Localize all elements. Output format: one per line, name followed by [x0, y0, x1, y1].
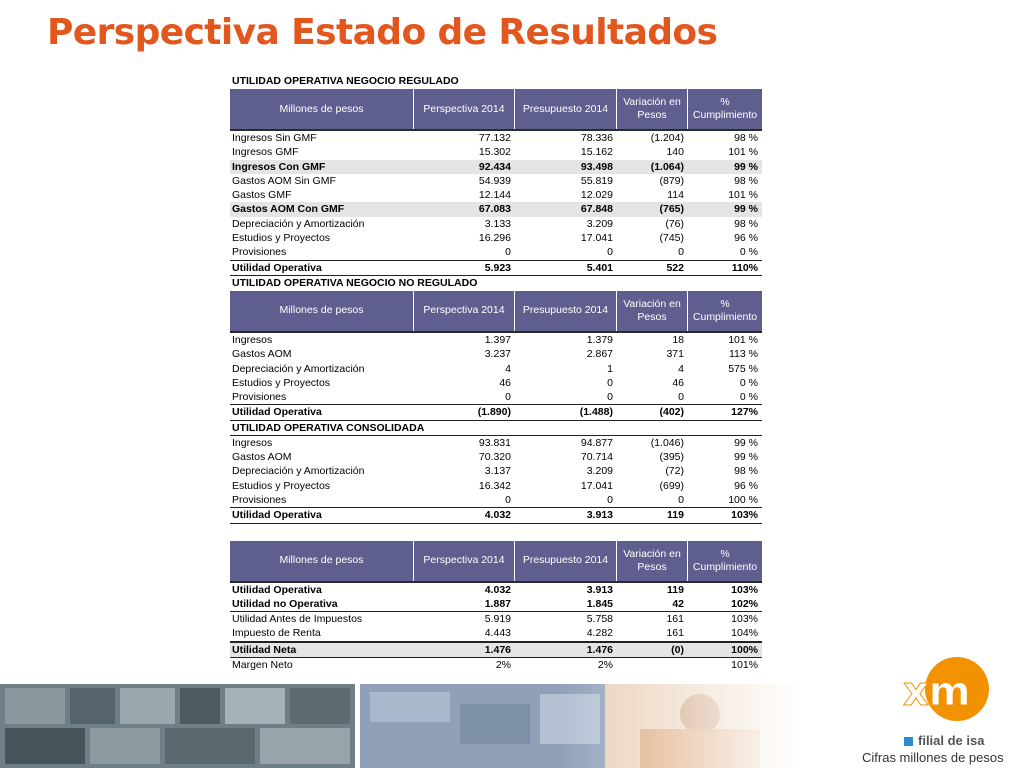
table-cell: 99 % — [734, 160, 758, 173]
row-label: Gastos AOM — [232, 348, 292, 361]
table-cell: 4.282 — [586, 627, 613, 640]
table-cell: 42 — [672, 597, 684, 610]
page-title: Perspectiva Estado de Resultados — [47, 12, 718, 53]
table-cell: (765) — [659, 203, 684, 216]
square-icon — [904, 737, 913, 746]
table-cell: 0 — [678, 246, 684, 259]
table-cell: 98 % — [734, 217, 758, 230]
table-cell: 1.476 — [586, 643, 613, 656]
table-row — [230, 347, 762, 361]
table-cell: 78.336 — [580, 132, 613, 144]
table-cell: 98 % — [734, 132, 758, 144]
table-cell: 0 % — [739, 391, 758, 404]
table-cell: 67.848 — [580, 203, 613, 216]
xm-logo — [897, 655, 992, 730]
table-cell: 0 — [607, 493, 613, 506]
table-cell: 3.913 — [586, 509, 613, 522]
row-label: Utilidad Neta — [232, 643, 297, 656]
table-row — [230, 597, 762, 612]
logo-text: xm — [903, 669, 971, 715]
table-cell: (72) — [665, 465, 684, 478]
table-cell: 0 — [607, 376, 613, 389]
table-header — [230, 88, 762, 131]
table-cell: 3.209 — [586, 217, 613, 230]
row-label: Provisiones — [232, 246, 287, 259]
table-cell: 77.132 — [478, 132, 511, 144]
table-cell: 4.032 — [484, 583, 511, 596]
table-cell: 3.209 — [586, 465, 613, 478]
row-label: Utilidad Operativa — [232, 261, 322, 274]
col-header: Presupuesto 2014 — [515, 541, 617, 581]
table-cell: (402) — [659, 406, 684, 419]
col-header: Variación en Pesos — [617, 89, 688, 129]
section-title: UTILIDAD OPERATIVA NEGOCIO REGULADO — [232, 75, 459, 87]
col-header: Variación en Pesos — [617, 291, 688, 331]
table-cell: 5.401 — [586, 261, 613, 274]
table-row — [230, 436, 762, 450]
table-cell: 46 — [499, 376, 511, 389]
table-cell: 102% — [731, 597, 758, 610]
footnote: Cifras millones de pesos — [862, 750, 1004, 765]
table-cell: 1 — [607, 362, 613, 375]
col-header: % Cumplimiento — [692, 297, 758, 323]
col-header: % Cumplimiento — [692, 96, 758, 121]
table-cell: 0 — [678, 391, 684, 404]
table-cell: 16.342 — [478, 479, 511, 492]
table-cell: 70.320 — [478, 451, 511, 464]
table-cell: 98 % — [734, 174, 758, 187]
table-row — [230, 160, 762, 174]
table-row — [230, 626, 762, 641]
table-cell: 0 — [678, 493, 684, 506]
table-row — [230, 376, 762, 390]
row-label: Depreciación y Amortización — [232, 465, 365, 478]
table-cell: 103% — [731, 613, 758, 626]
table-cell: 0 % — [739, 376, 758, 389]
table-cell: 1.845 — [586, 597, 613, 610]
table-cell: 113 % — [729, 348, 758, 361]
table-cell: 17.041 — [580, 479, 613, 492]
row-label: Provisiones — [232, 391, 287, 404]
table-cell: 5.919 — [484, 613, 511, 626]
table-cell: 119 — [667, 583, 684, 596]
table-cell: (699) — [659, 479, 684, 492]
table-cell: 3.237 — [484, 348, 511, 361]
table-cell: 100% — [731, 643, 758, 656]
table-cell: 70.714 — [580, 451, 613, 464]
table-cell: 15.302 — [478, 146, 511, 159]
row-label: Estudios y Proyectos — [232, 232, 331, 245]
table-cell: 2% — [495, 659, 511, 672]
filial-text: filial de isa — [918, 733, 985, 748]
row-label: Utilidad no Operativa — [232, 597, 338, 610]
row-label: Estudios y Proyectos — [232, 376, 331, 389]
table-cell: 371 — [666, 348, 684, 361]
table-cell: 92.434 — [478, 160, 511, 173]
table-cell: 0 — [505, 493, 511, 506]
table-row — [230, 362, 762, 376]
col-header: Millones de pesos — [230, 89, 414, 129]
col-header: Presupuesto 2014 — [515, 291, 617, 331]
table-cell: 1.397 — [484, 333, 511, 346]
row-label: Depreciación y Amortización — [232, 217, 365, 230]
table-cell: 0 — [505, 246, 511, 259]
table-cell: 5.923 — [484, 261, 511, 274]
table-cell: (1.064) — [650, 160, 684, 173]
table-cell: (1.890) — [477, 406, 511, 419]
table-cell: (0) — [671, 643, 684, 656]
col-header: % Cumplimiento — [692, 547, 758, 573]
table-cell: 1.476 — [484, 643, 511, 656]
table-cell: 55.819 — [580, 174, 613, 187]
row-label: Gastos AOM Con GMF — [232, 203, 345, 216]
photo-strip-image — [0, 684, 800, 768]
table-cell: 161 — [666, 627, 684, 640]
row-label: Impuesto de Renta — [232, 627, 321, 640]
table-row — [230, 188, 762, 202]
table-cell: 119 — [667, 509, 684, 522]
col-header: Millones de pesos — [230, 291, 414, 331]
table-row — [230, 464, 762, 478]
table-cell: 103% — [731, 509, 758, 522]
row-label: Gastos AOM Sin GMF — [232, 174, 336, 187]
row-label: Gastos GMF — [232, 189, 292, 202]
table-cell: 93.831 — [478, 436, 511, 449]
table-cell: 1.379 — [586, 333, 613, 346]
row-label: Ingresos Sin GMF — [232, 132, 317, 144]
table-cell: 12.029 — [580, 189, 613, 202]
table-cell: 17.041 — [580, 232, 613, 245]
table-cell: 99 % — [734, 451, 758, 464]
table-cell: 99 % — [734, 436, 758, 449]
table-cell: 16.296 — [478, 232, 511, 245]
table-cell: 101 % — [728, 189, 758, 202]
col-header: Perspectiva 2014 — [414, 291, 515, 331]
row-label: Gastos AOM — [232, 451, 292, 464]
col-header: Perspectiva 2014 — [414, 541, 515, 581]
section-title: UTILIDAD OPERATIVA CONSOLIDADA — [230, 421, 762, 436]
table-header — [230, 290, 762, 333]
table-cell: 4.443 — [484, 627, 511, 640]
table-cell: 5.758 — [586, 613, 613, 626]
table-cell: (745) — [659, 232, 684, 245]
table-cell: 127% — [731, 406, 758, 419]
col-header: Millones de pesos — [230, 541, 414, 581]
table-cell: 54.939 — [478, 174, 511, 187]
row-label: Ingresos Con GMF — [232, 160, 326, 173]
table-cell: 522 — [666, 261, 684, 274]
table-cell: (76) — [665, 217, 684, 230]
table-row — [230, 174, 762, 188]
row-label: Utilidad Operativa — [232, 406, 322, 419]
table-row — [230, 217, 762, 231]
table-row — [230, 642, 762, 658]
table-cell: 96 % — [734, 479, 758, 492]
row-label: Estudios y Proyectos — [232, 479, 331, 492]
table-cell: 12.144 — [478, 189, 511, 202]
table-row — [230, 260, 762, 276]
table-cell: 114 — [667, 189, 684, 202]
table-cell: 0 — [505, 391, 511, 404]
table-cell: (1.046) — [650, 436, 684, 449]
table-cell: (1.488) — [579, 406, 613, 419]
table-row — [230, 333, 762, 347]
table-cell: 161 — [666, 613, 684, 626]
table-cell: 4 — [505, 362, 511, 375]
filial-label — [904, 733, 984, 748]
table-cell: 4.032 — [484, 509, 511, 522]
table-cell: 67.083 — [478, 203, 511, 216]
table-cell: 1.887 — [484, 597, 511, 610]
table-cell: (1.204) — [650, 132, 684, 144]
table-cell: 3.137 — [484, 465, 511, 478]
results-sheet — [230, 74, 762, 672]
section-title: UTILIDAD OPERATIVA NEGOCIO NO REGULADO — [232, 276, 478, 289]
table-row — [230, 390, 762, 404]
table-cell: 96 % — [734, 232, 758, 245]
table-cell: 2.867 — [586, 348, 613, 361]
table-row — [230, 450, 762, 464]
table-row — [230, 404, 762, 420]
table-row — [230, 245, 762, 259]
table-row — [230, 131, 762, 145]
table-cell: 99 % — [734, 203, 758, 216]
table-row — [230, 493, 762, 507]
row-label: Utilidad Antes de Impuestos — [232, 613, 363, 626]
col-header: Perspectiva 2014 — [414, 89, 515, 129]
table-row — [230, 231, 762, 245]
table-cell: 100 % — [728, 493, 758, 506]
table-row — [230, 507, 762, 523]
table-cell: 110% — [731, 261, 758, 274]
table-cell: 101% — [731, 659, 758, 672]
table-cell: 4 — [678, 362, 684, 375]
table-row — [230, 612, 762, 626]
table-cell: 2% — [597, 659, 613, 672]
table-cell — [617, 658, 688, 672]
table-row — [230, 583, 762, 597]
col-header: Variación en Pesos — [617, 541, 688, 581]
table-cell: 93.498 — [580, 160, 613, 173]
row-label: Depreciación y Amortización — [232, 362, 365, 375]
row-label: Utilidad Operativa — [232, 583, 322, 596]
table-row — [230, 202, 762, 216]
table-cell: 18 — [672, 333, 684, 346]
row-label: Ingresos — [232, 333, 273, 346]
row-label: Margen Neto — [232, 659, 293, 672]
table-row — [230, 145, 762, 159]
col-header: Presupuesto 2014 — [515, 89, 617, 129]
table-cell: 0 — [607, 246, 613, 259]
table-cell: 104% — [731, 627, 758, 640]
table-cell: 101 % — [728, 333, 758, 346]
table-cell: 3.913 — [586, 583, 613, 596]
table-row — [230, 658, 762, 672]
row-label: Ingresos GMF — [232, 146, 299, 159]
table-cell: 3.133 — [484, 217, 511, 230]
table-header — [230, 540, 762, 583]
row-label: Utilidad Operativa — [232, 509, 322, 522]
table-cell: 103% — [731, 583, 758, 596]
table-cell: 94.877 — [580, 436, 613, 449]
table-cell: 140 — [666, 146, 684, 159]
table-cell: 15.162 — [580, 146, 613, 159]
row-label: Provisiones — [232, 493, 287, 506]
table-cell: (395) — [659, 451, 684, 464]
table-cell: 575 % — [728, 362, 758, 375]
table-cell: 101 % — [728, 146, 758, 159]
table-row — [230, 479, 762, 493]
table-cell: 98 % — [734, 465, 758, 478]
row-label: Ingresos — [232, 436, 273, 449]
table-cell: 46 — [672, 376, 684, 389]
table-cell: 0 — [607, 391, 613, 404]
table-cell: (879) — [659, 174, 684, 187]
table-cell: 0 % — [739, 246, 758, 259]
